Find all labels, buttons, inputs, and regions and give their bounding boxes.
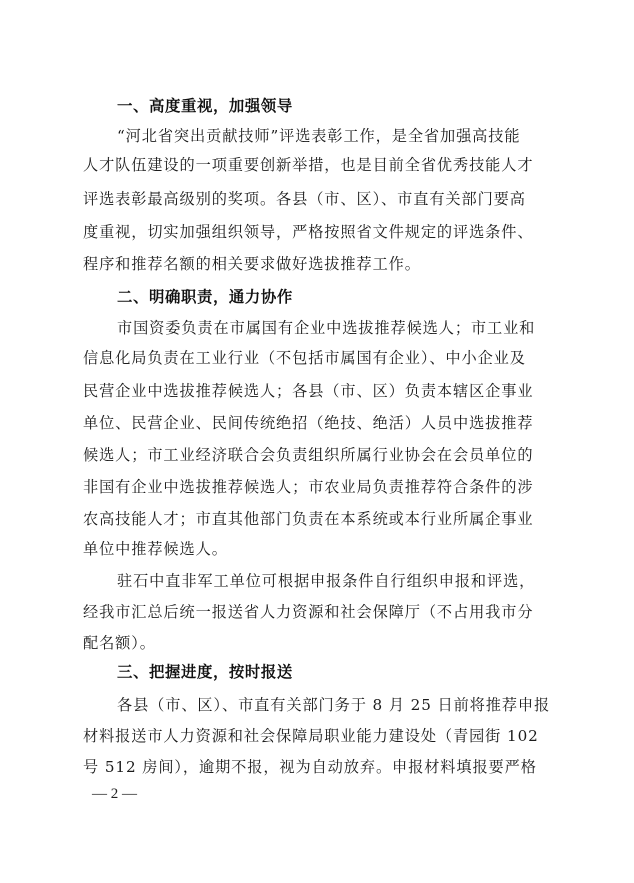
section-2-para-1-line-5: 候选人；市工业经济联合会负责组织所属行业协会在会员单位的 [83, 446, 534, 464]
section-1-line-3: 评选表彰最高级别的奖项。各县（市、区）、市直有关部门要高 [83, 190, 526, 208]
section-2-para-1-line-3: 民营企业中选拔推荐候选人；各县（市、区）负责本辖区企事业 [83, 382, 534, 400]
page-number: — 2 — [92, 786, 137, 802]
section-2-para-2-line-1: 驻石中直非军工单位可根据申报条件自行组织申报和评选， [117, 572, 536, 590]
section-1-heading: 一、高度重视，加强领导 [117, 97, 293, 115]
section-2-heading: 二、明确职责，通力协作 [117, 288, 293, 306]
section-2-para-1-line-8: 单位中推荐候选人。 [83, 540, 228, 558]
section-1-line-4: 度重视，切实加强组织领导，严格按照省文件规定的评选条件、 [83, 223, 534, 241]
section-3-line-1: 各县（市、区）、市直有关部门务于 8 月 25 日前将推荐申报 [117, 696, 551, 714]
section-2-para-1-line-6: 非国有企业中选拔推荐候选人；市农业局负责推荐符合条件的涉 [83, 478, 534, 496]
section-2-para-1-line-1: 市国资委负责在市属国有企业中选拔推荐候选人；市工业和 [117, 319, 536, 337]
section-2-para-2-line-2: 经我市汇总后统一报送省人力资源和社会保障厅（不占用我市分 [83, 603, 534, 621]
section-3-line-2: 材料报送市人力资源和社会保障局职业能力建设处（青园街 102 [83, 727, 539, 745]
section-2-para-1-line-4: 单位、民营企业、民间传统绝招（绝技、绝活）人员中选拔推荐 [83, 414, 534, 432]
section-1-line-2: 人才队伍建设的一项重要创新举措，也是目前全省优秀技能人才 [83, 156, 534, 174]
section-3-line-3: 号 512 房间），逾期不报，视为自动放弃。申报材料填报要严格 [83, 758, 537, 776]
section-1-line-1: “河北省突出贡献技师”评选表彰工作，是全省加强高技能 [117, 127, 521, 145]
section-2-para-2-line-3: 配名额）。 [83, 634, 156, 652]
section-3-heading: 三、把握进度，按时报送 [117, 663, 293, 681]
section-1-line-5: 程序和推荐名额的相关要求做好选拔推荐工作。 [83, 255, 421, 273]
section-2-para-1-line-2: 信息化局负责在工业行业（不包括市属国有企业）、中小企业及 [83, 349, 526, 367]
section-2-para-1-line-7: 农高技能人才；市直其他部门负责在本系统或本行业所属企事业 [83, 510, 534, 528]
